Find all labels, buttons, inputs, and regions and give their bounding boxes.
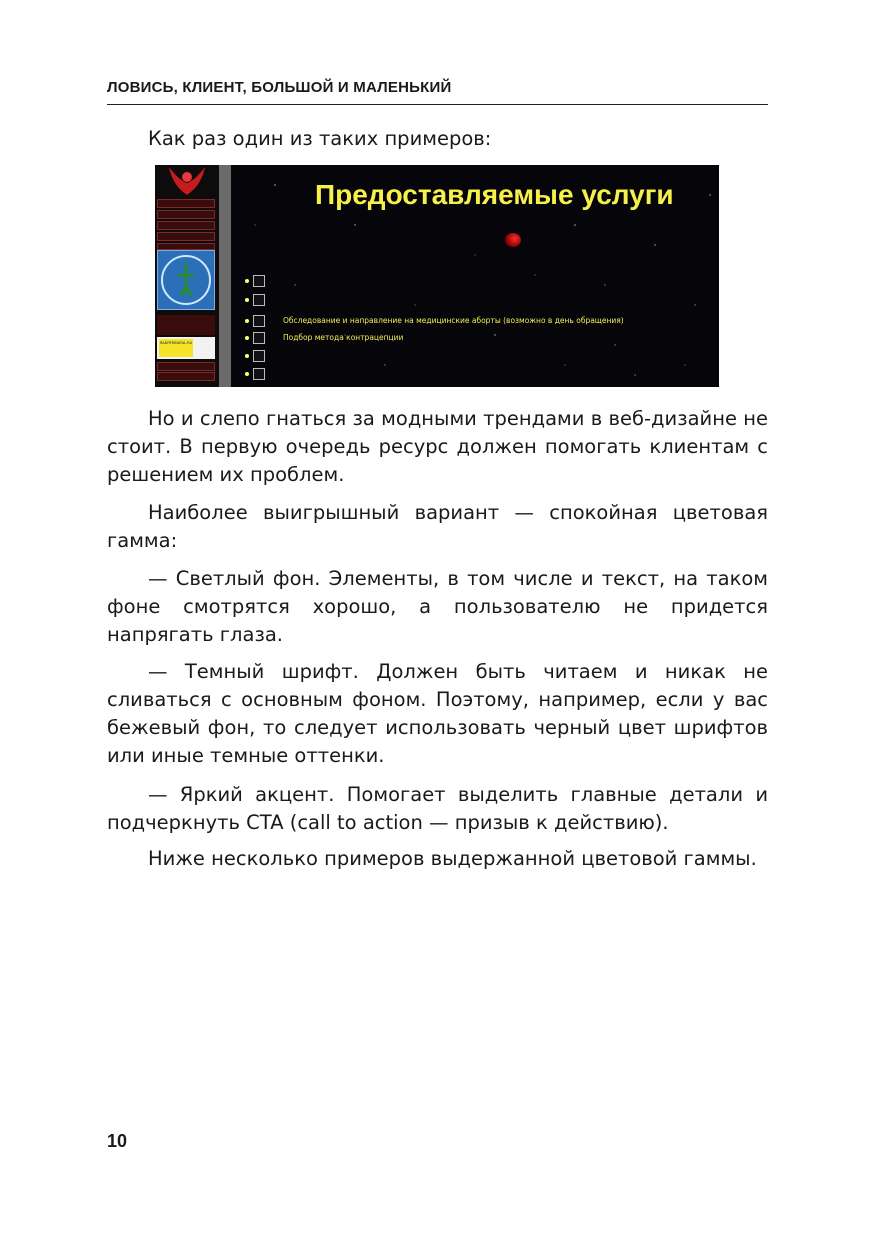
sidebar-nav-item[interactable] [157, 221, 215, 230]
banner-tag [159, 339, 193, 357]
bullet-icon [245, 279, 249, 283]
site-sidebar [155, 165, 220, 387]
sidebar-nav-item[interactable] [157, 199, 215, 208]
service-item[interactable] [253, 332, 693, 345]
service-icon [253, 368, 265, 380]
paragraph-examples: Ниже несколько примеров выдержанной цветовой гаммы. [148, 847, 757, 870]
bullet-icon [245, 336, 249, 340]
paragraph-intro: Как раз один из таких примеров: [148, 127, 492, 150]
service-label: Обследование и направление на медицинские аборты (возможно в день обращения) [283, 316, 624, 325]
screenshot-title: Предоставляемые услуги [315, 179, 674, 210]
paragraph-dark-font: — Темный шрифт. Должен быть читаем и никак не сливаться с основным фоном. Поэтому, например, если у вас бежевый фон, то следует использовать черный цвет шрифтов или иные темные оттенки. [107, 660, 768, 767]
service-item[interactable] [253, 350, 693, 363]
emblem-icon [158, 251, 214, 309]
header-rule [107, 104, 768, 105]
sidebar-nav-item[interactable] [157, 210, 215, 219]
bullet-icon [245, 372, 249, 376]
paragraph-light-background: — Светлый фон. Элементы, в том числе и текст, на таком фоне смотрятся хорошо, а пользователю не придется напрягать глаза. [107, 567, 768, 646]
service-item[interactable] [253, 315, 693, 328]
sidebar-nav-item[interactable] [157, 362, 215, 371]
service-item[interactable] [253, 275, 693, 288]
sidebar-nav-item[interactable] [157, 232, 215, 241]
service-item[interactable] [253, 294, 693, 307]
sidebar-divider [219, 165, 231, 387]
hands-logo-icon [159, 165, 215, 197]
bullet-icon [245, 354, 249, 358]
sidebar-banner[interactable] [157, 337, 215, 359]
service-icon [253, 275, 265, 287]
service-item[interactable] [253, 368, 693, 381]
sidebar-nav-item[interactable] [157, 372, 215, 381]
sidebar-red-block [157, 315, 215, 335]
service-icon [253, 350, 265, 362]
service-icon [253, 315, 265, 327]
website-screenshot [155, 165, 719, 387]
sidebar-nav-item[interactable] [157, 243, 215, 250]
planet-icon [505, 233, 521, 247]
bullet-icon [245, 319, 249, 323]
emblem-image [157, 250, 215, 310]
bullet-icon [245, 298, 249, 302]
service-icon [253, 294, 265, 306]
paragraph-bright-accent: — Яркий акцент. Помогает выделить главные детали и подчеркнуть CTA (call to action — призыв к действию). [107, 783, 768, 834]
banner-tag-text: RADPERINATAL.RU [160, 341, 193, 345]
service-label: Подбор метода контрацепции [283, 333, 404, 342]
page-number: 10 [107, 1131, 128, 1151]
running-header: ЛОВИСЬ, КЛИЕНТ, БОЛЬШОЙ И МАЛЕНЬКИЙ [107, 79, 452, 96]
paragraph-trends: Но и слепо гнаться за модными трендами в веб-дизайне не стоит. В первую очередь ресурс должен помогать клиентам с решением их проблем. [107, 407, 768, 486]
paragraph-calm-palette: Наиболее выигрышный вариант — спокойная цветовая гамма: [107, 501, 768, 552]
service-icon [253, 332, 265, 344]
